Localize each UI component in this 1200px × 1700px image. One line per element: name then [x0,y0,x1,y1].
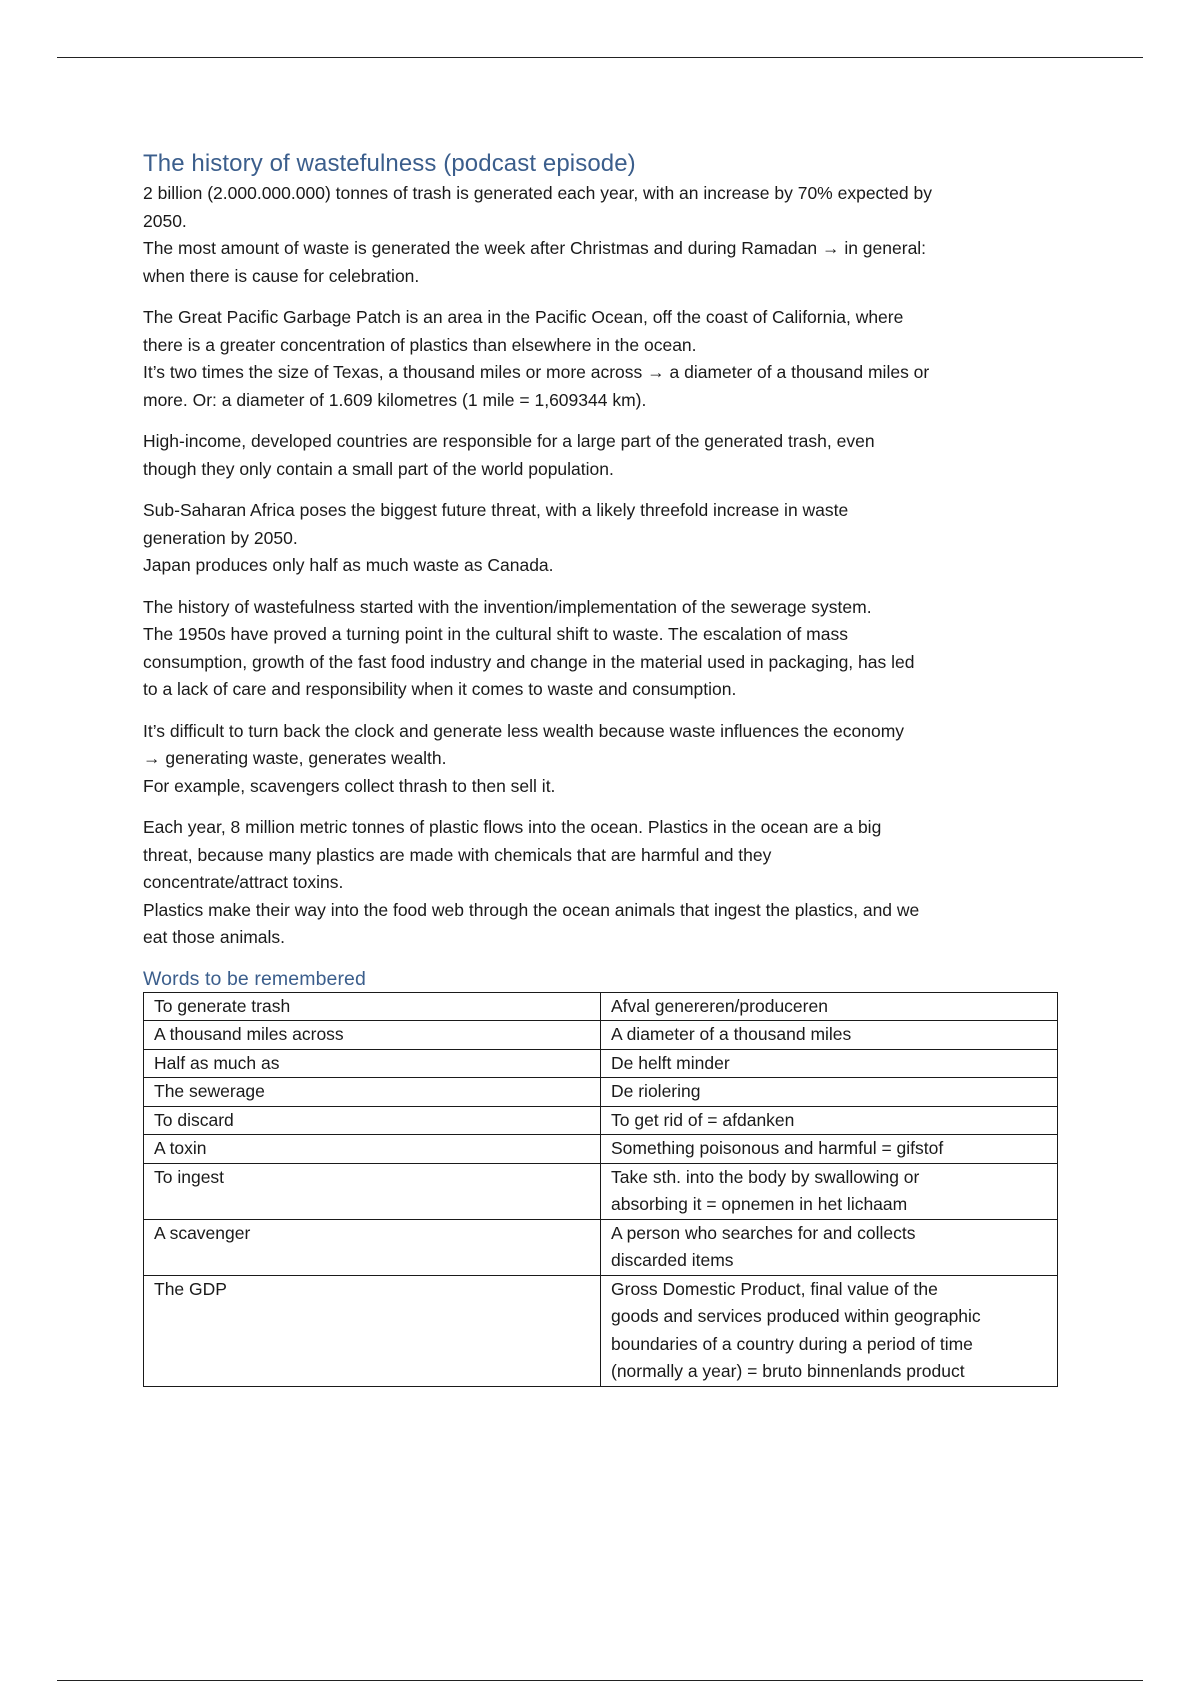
vocab-term: The sewerage [144,1078,601,1107]
paragraph-line: eat those animals. [143,927,286,947]
table-row [144,1106,1058,1135]
paragraph [143,718,1058,801]
definition-line: (normally a year) = bruto binnenlands product [611,1361,965,1381]
paragraph-line: → generating waste, generates wealth. [143,748,447,768]
paragraph-line: It’s difficult to turn back the clock and generate less wealth because waste influences the economy [143,720,905,741]
paragraph-line: It’s two times the size of Texas, a thousand miles or more across → a diameter of a thousand miles or [143,362,930,382]
vocab-definition [601,992,1058,1021]
vocab-definition [601,1135,1058,1164]
paragraph [143,180,1058,290]
definition-line: A diameter of a thousand miles [611,1024,852,1044]
definition-line: Something poisonous and harmful = gifstof [611,1138,944,1158]
vocab-definition [601,1021,1058,1050]
vocab-heading: Words to be remembered [143,967,366,990]
vocab-term: To discard [144,1106,601,1135]
paragraph-line: Sub-Saharan Africa poses the biggest future threat, with a likely threefold increase in waste [143,500,849,520]
definition-line: Gross Domestic Product, final value of the [611,1278,938,1299]
table-row [144,1219,1058,1275]
paragraph [143,594,1058,704]
footer-rule [57,1680,1143,1681]
paragraph-line: For example, scavengers collect thrash to then sell it. [143,775,556,796]
page-title: The history of wastefulness (podcast episode) [143,150,636,177]
table-row [144,1135,1058,1164]
paragraph-line: concentrate/attract toxins. [143,872,344,892]
vocab-definition [601,1049,1058,1078]
paragraph [143,428,1058,483]
paragraph-line: generation by 2050. [143,527,298,548]
table-row [144,1049,1058,1078]
paragraph-line: consumption, growth of the fast food industry and change in the material used in packaging, has led [143,651,915,672]
document-body [143,148,1058,1387]
vocab-term: A thousand miles across [144,1021,601,1050]
table-row [144,1078,1058,1107]
vocab-term: A toxin [144,1135,601,1164]
table-row [144,1163,1058,1219]
notes-paragraphs [143,180,1058,952]
definition-line: absorbing it = opnemen in het lichaam [611,1194,908,1214]
definition-line: Afval genereren/produceren [611,995,828,1016]
paragraph-line: threat, because many plastics are made with chemicals that are harmful and they [143,844,772,865]
paragraph-line: 2050. [143,210,187,231]
paragraph-line: there is a greater concentration of plastics than elsewhere in the ocean. [143,334,697,355]
vocab-definition [601,1163,1058,1219]
definition-line: Take sth. into the body by swallowing or [611,1166,920,1187]
vocab-definition [601,1078,1058,1107]
paragraph-line: The Great Pacific Garbage Patch is an area in the Pacific Ocean, off the coast of California, where [143,307,904,327]
definition-line: To get rid of = afdanken [611,1109,795,1130]
vocab-table [143,992,1058,1387]
vocab-definition [601,1106,1058,1135]
table-row [144,1275,1058,1386]
paragraph-line: Each year, 8 million metric tonnes of plastic flows into the ocean. Plastics in the ocean are a big [143,817,882,837]
table-row [144,992,1058,1021]
definition-line: goods and services produced within geographic [611,1306,981,1326]
paragraph-line: to a lack of care and responsibility when it comes to waste and consumption. [143,679,737,699]
paragraph-line: though they only contain a small part of the world population. [143,458,614,479]
vocab-term: A scavenger [144,1219,601,1275]
paragraph-line: when there is cause for celebration. [143,265,420,286]
vocab-term: Half as much as [144,1049,601,1078]
paragraph-line: High-income, developed countries are responsible for a large part of the generated trash, even [143,431,875,451]
paragraph [143,497,1058,580]
paragraph-line: The history of wastefulness started with the invention/implementation of the sewerage system. [143,596,872,617]
vocab-term: To ingest [144,1163,601,1219]
paragraph-line: 2 billion (2.000.000.000) tonnes of trash is generated each year, with an increase by 70% expected by [143,183,932,203]
definition-line: A person who searches for and collects [611,1222,916,1243]
header-rule [57,57,1143,58]
definition-line: De helft minder [611,1052,730,1073]
vocab-term: To generate trash [144,992,601,1021]
definition-line: boundaries of a country during a period of time [611,1333,973,1354]
paragraph [143,304,1058,414]
vocab-definition [601,1219,1058,1275]
paragraph-line: Japan produces only half as much waste as Canada. [143,555,554,575]
paragraph-line: The 1950s have proved a turning point in the cultural shift to waste. The escalation of mass [143,624,848,644]
table-row [144,1021,1058,1050]
definition-line: De riolering [611,1081,701,1101]
vocab-definition [601,1275,1058,1386]
paragraph-line: Plastics make their way into the food web through the ocean animals that ingest the plastics, and we [143,899,920,920]
paragraph [143,814,1058,952]
vocab-term: The GDP [144,1275,601,1386]
paragraph-line: The most amount of waste is generated the week after Christmas and during Ramadan → in general: [143,238,927,258]
definition-line: discarded items [611,1250,734,1270]
paragraph-line: more. Or: a diameter of 1.609 kilometres (1 mile = 1,609344 km). [143,389,647,410]
